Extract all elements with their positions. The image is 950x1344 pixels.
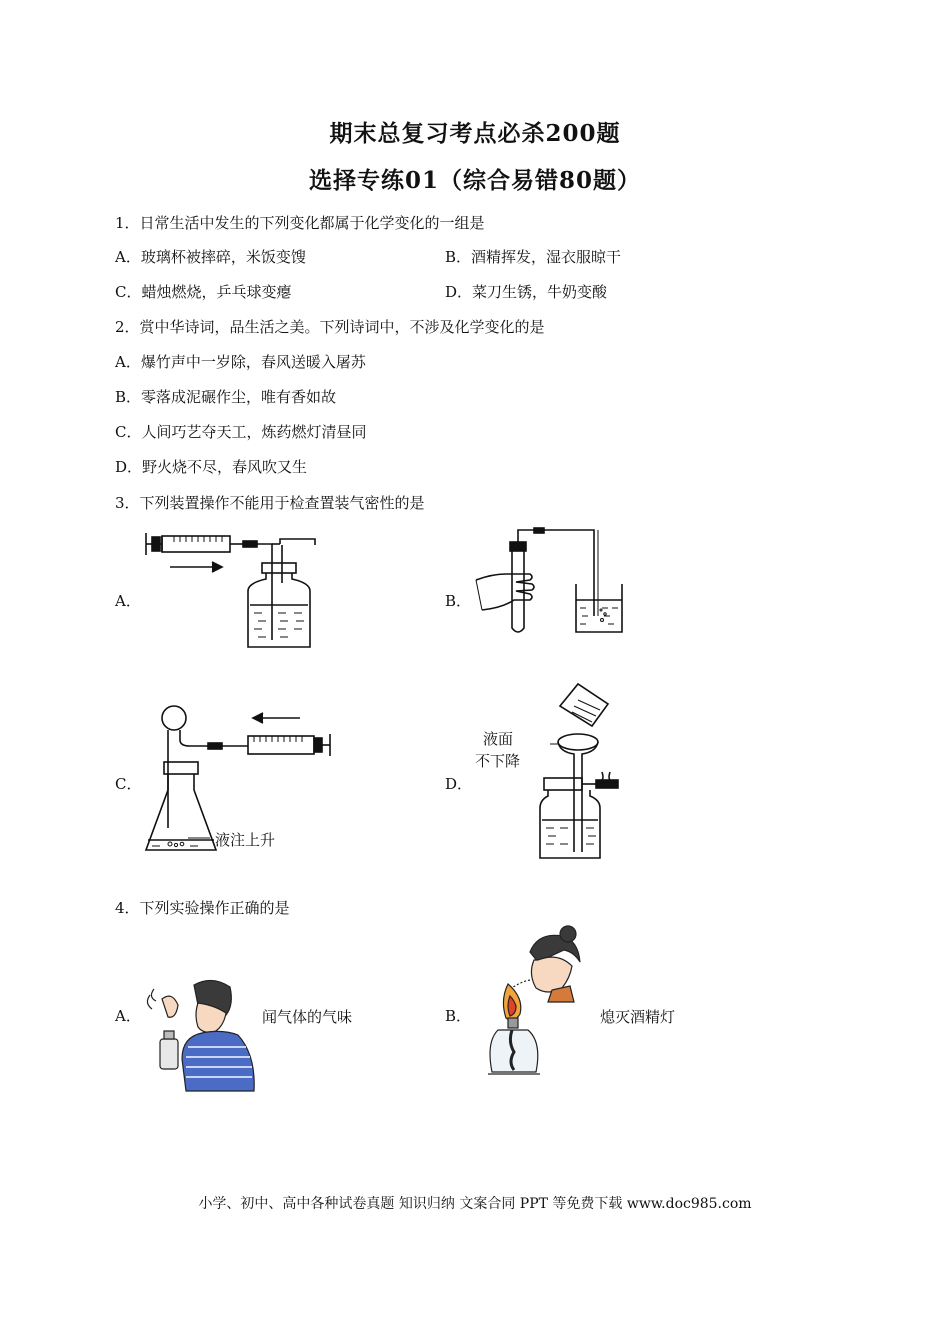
q2-option-b: B．零落成泥碾作尘，唯有香如故 bbox=[115, 388, 337, 406]
q2-option-d: D．野火烧不尽，春风吹又生 bbox=[115, 458, 308, 476]
page-title: 期末总复习考点必杀200题 bbox=[329, 120, 621, 147]
q3-option-b-label: B． bbox=[445, 592, 472, 610]
blowing-out-alcohol-lamp-illustration bbox=[478, 922, 598, 1092]
q3-stem: 3．下列装置操作不能用于检查置装气密性的是 bbox=[115, 494, 425, 512]
q3-d-caption-1: 液面 bbox=[483, 730, 514, 748]
q4-option-a-label: A． bbox=[115, 1007, 141, 1025]
q1-stem: 1．日常生活中发生的下列变化都属于化学变化的一组是 bbox=[115, 214, 485, 232]
q3-d-caption-2: 不下降 bbox=[475, 752, 521, 770]
person-smelling-gas-illustration bbox=[142, 975, 262, 1095]
q2-option-c: C．人间巧艺夺天工，炼药燃灯清昼同 bbox=[115, 423, 367, 441]
q4-a-caption: 闻气体的气味 bbox=[262, 1008, 353, 1026]
q1-option-c: C．蜡烛燃烧，乒乓球变瘪 bbox=[115, 283, 292, 301]
q1-option-b: B．酒精挥发，湿衣服晾干 bbox=[445, 248, 622, 266]
page-subtitle: 选择专练01（综合易错80题） bbox=[308, 167, 641, 194]
q4-b-caption: 熄灭酒精灯 bbox=[600, 1008, 676, 1026]
q4-stem: 4．下列实验操作正确的是 bbox=[115, 899, 290, 917]
hand-test-tube-beaker-diagram bbox=[472, 528, 637, 638]
q3-option-a-label: A． bbox=[115, 592, 141, 610]
q1-option-d: D．菜刀生锈，牛奶变酸 bbox=[445, 283, 608, 301]
funnel-bottle-diagram bbox=[530, 680, 630, 862]
q3-option-c-label: C． bbox=[115, 775, 142, 793]
syringe-gas-bottle-diagram bbox=[140, 525, 330, 655]
page-footer: 小学、初中、高中各种试卷真题 知识归纳 文案合同 PPT 等免费下载 www.doc985.com bbox=[198, 1196, 752, 1212]
q4-option-b-label: B． bbox=[445, 1007, 472, 1025]
q2-option-a: A．爆竹声中一岁除，春风送暖入屠苏 bbox=[115, 353, 366, 371]
q2-stem: 2．赏中华诗词，品生活之美。下列诗词中，不涉及化学变化的是 bbox=[115, 318, 545, 336]
q3-option-d-label: D． bbox=[445, 775, 473, 793]
q3-c-caption: 液注上升 bbox=[215, 831, 276, 849]
q1-option-a: A．玻璃杯被摔碎，米饭变馊 bbox=[115, 248, 306, 266]
